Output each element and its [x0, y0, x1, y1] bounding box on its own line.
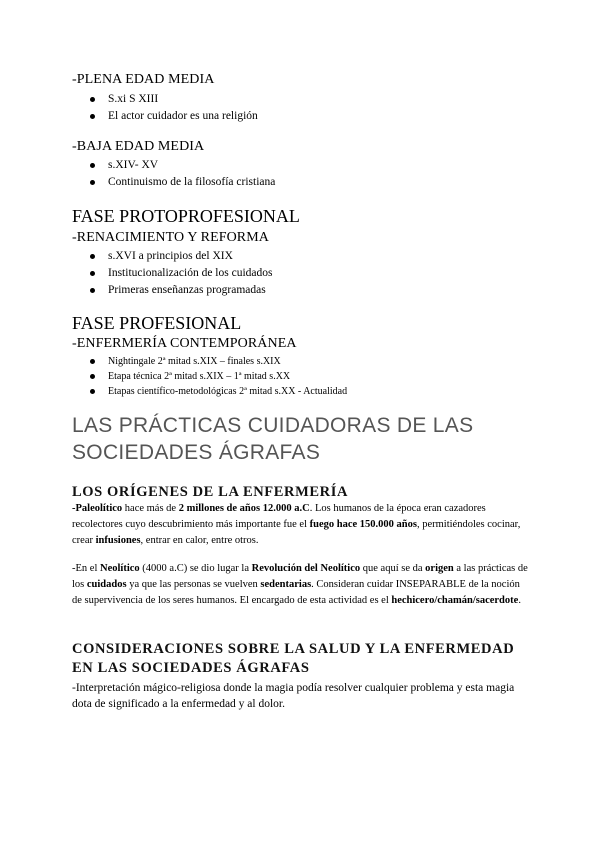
- bullet-icon: [90, 97, 95, 102]
- bullet-icon: [90, 359, 95, 364]
- list-item: Nightingale 2ª mitad s.XIX – finales s.XIX: [0, 354, 600, 369]
- phase-title-protoprofesional: FASE PROTOPROFESIONAL: [72, 206, 300, 226]
- paragraph-neolitico: -En el Neolítico (4000 a.C) se dio lugar la Revolución del Neolítico que aquí se da origen a las prácticas de los cuidados ya que las personas se vuelven sedentarias. Consideran cuidar INSEPARABLE de la noción de supervivencia de los seres humanos. El encargado de esta actividad es el hechicero/chamán/sacerdote.: [72, 563, 528, 606]
- bullet-icon: [90, 288, 95, 293]
- era-title-baja-edad-media: -BAJA EDAD MEDIA: [72, 139, 205, 154]
- list-item: S.xi S XIII: [0, 91, 600, 108]
- list-item: Primeras enseñanzas programadas: [0, 282, 600, 299]
- list-item: Continuismo de la filosofía cristiana: [0, 174, 600, 191]
- heading-consideraciones: CONSIDERACIONES SOBRE LA SALUD Y LA ENFERMEDAD EN LAS SOCIEDADES ÁGRAFAS: [72, 641, 515, 676]
- era-title-plena-edad-media: -PLENA EDAD MEDIA: [72, 72, 215, 87]
- paragraph-paleolitico: -Paleolítico hace más de 2 millones de años 12.000 a.C. Los humanos de la época eran cazadores recolectores cuyo descubrimiento más importante fue el fuego hace 150.000 años, permitiéndoles cocinar, crear infusiones, entrar en calor, entre otros.: [72, 503, 521, 546]
- bullet-icon: [90, 374, 95, 379]
- bullet-icon: [90, 180, 95, 185]
- list-item: Etapas científico-metodológicas 2ª mitad s.XX - Actualidad: [0, 384, 600, 399]
- list-item: Etapa técnica 2ª mitad s.XIX – 1ª mitad s.XX: [0, 369, 600, 384]
- list-baja-edad-media: [0, 157, 600, 191]
- paragraph-interpretacion: -Interpretación mágico-religiosa donde la magia podía resolver cualquier problema y esta magia dota de significado a la enfermedad y al dolor.: [72, 682, 515, 710]
- era-title-enfermeria-contemporanea: -ENFERMERÍA CONTEMPORÁNEA: [72, 336, 297, 351]
- phase-title-profesional: FASE PROFESIONAL: [72, 313, 242, 333]
- bullet-icon: [90, 163, 95, 168]
- list-item: s.XIV- XV: [0, 157, 600, 174]
- list-plena-edad-media: [0, 91, 600, 125]
- list-item: s.XVI a principios del XIX: [0, 248, 600, 265]
- era-title-renacimiento: -RENACIMIENTO Y REFORMA: [72, 230, 270, 245]
- list-renacimiento: [0, 248, 600, 299]
- bullet-icon: [90, 271, 95, 276]
- heading-origenes-enfermeria: LOS ORÍGENES DE LA ENFERMERÍA: [72, 484, 349, 500]
- bullet-icon: [90, 389, 95, 394]
- bullet-icon: [90, 114, 95, 119]
- bullet-icon: [90, 254, 95, 259]
- section-title-practicas-cuidadoras: LAS PRÁCTICAS CUIDADORAS DE LAS SOCIEDADES ÁGRAFAS: [72, 414, 474, 464]
- list-item: Institucionalización de los cuidados: [0, 265, 600, 282]
- list-item: El actor cuidador es una religión: [0, 108, 600, 125]
- list-enfermeria-contemporanea: [0, 354, 600, 399]
